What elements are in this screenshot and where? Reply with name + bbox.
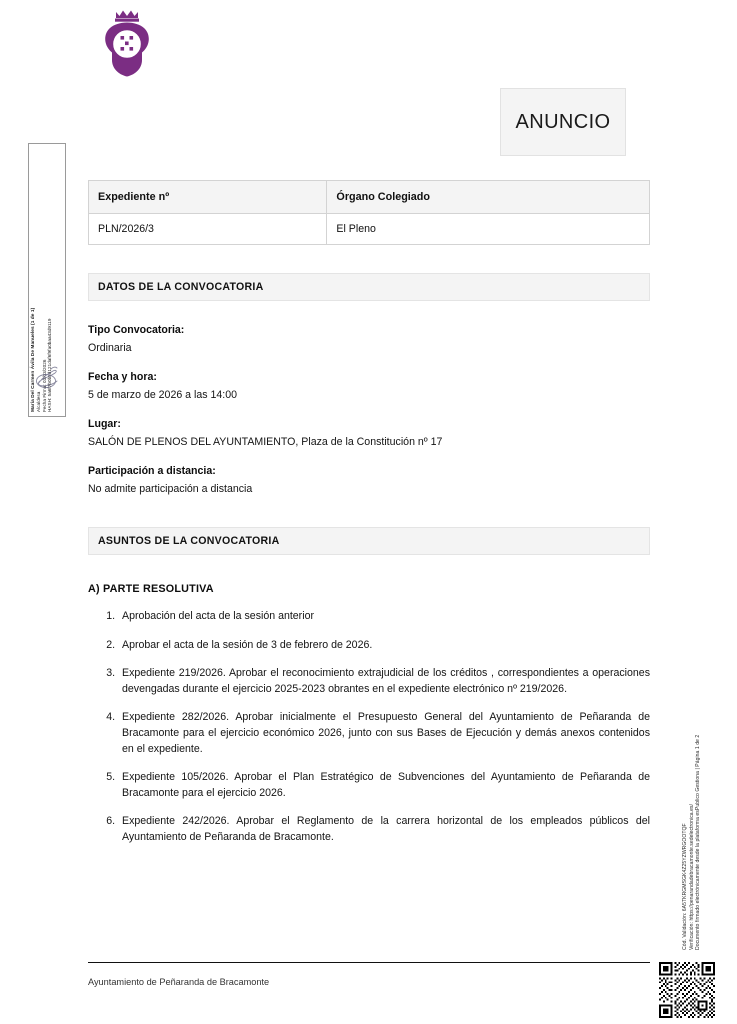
signer-role: Alcaldesa bbox=[36, 391, 42, 412]
anuncio-title-box bbox=[500, 88, 626, 156]
qr-code-icon bbox=[659, 962, 715, 1018]
footer-entity: Ayuntamiento de Peñaranda de Bracamonte bbox=[88, 977, 270, 987]
field-value: 5 de marzo de 2026 a las 14:00 bbox=[88, 389, 238, 401]
field-participacion-distancia bbox=[88, 464, 650, 497]
field-label: Tipo Convocatoria: bbox=[88, 324, 185, 336]
verification-sidebar bbox=[672, 630, 702, 950]
signature-stamp bbox=[28, 143, 66, 417]
cell-expediente-number: PLN/2026/3 bbox=[89, 214, 327, 245]
list-item: 5. Expediente 105/2026. Aprobar el Plan Estratégico de Subvenciones del Ayuntamiento de Peñaranda de Bracamonte para el ejercicio 2026. bbox=[118, 770, 650, 801]
field-fecha-hora bbox=[88, 370, 650, 403]
list-item: 2. Aprobar el acta de la sesión de 3 de febrero de 2026. bbox=[118, 638, 650, 654]
electronic-signature-note: Documento firmado electrónicamente desde la plataforma esPublico Gestiona | Página 1 de 2 bbox=[695, 734, 702, 950]
page-title: ANUNCIO bbox=[515, 110, 611, 133]
handwritten-signature-icon bbox=[33, 360, 61, 394]
signer-name: María Del Carmen Ávila De Manueles (1 de 1) bbox=[31, 307, 36, 412]
table-header-row bbox=[89, 181, 650, 214]
field-value: SALÓN DE PLENOS DEL AYUNTAMIENTO, Plaza de la Constitución nº 17 bbox=[88, 436, 443, 448]
expediente-table bbox=[88, 180, 650, 245]
list-item: 4. Expediente 282/2026. Aprobar inicialmente el Presupuesto General del Ayuntamiento de Peñaranda de Bracamonte para el ejercicio económico 2026, junto con sus Bases de Ejecución y demás anexos contenidos en el expediente. bbox=[118, 710, 650, 757]
field-label: Participación a distancia: bbox=[88, 465, 216, 477]
agenda-part-title: A) PARTE RESOLUTIVA bbox=[88, 583, 214, 595]
verification-url: Verificación: https://penarandadebracamonte.sedelectronica.es/ bbox=[688, 803, 695, 950]
field-value: No admite participación a distancia bbox=[88, 483, 253, 495]
section-banner-datos: DATOS DE LA CONVOCATORIA bbox=[88, 273, 650, 301]
section-banner-asuntos: ASUNTOS DE LA CONVOCATORIA bbox=[88, 527, 650, 555]
list-item: 3. Expediente 219/2026. Aprobar el reconocimiento extrajudicial de los créditos , correspondientes a operaciones devengadas durante el ejercicio 2025-2023 obrantes en el expediente electrónico nº 219/2026. bbox=[118, 666, 650, 697]
cell-organo-value: El Pleno bbox=[327, 214, 650, 245]
list-item: 6. Expediente 242/2026. Aprobar el Reglamento de la carrera horizontal de los empleados públicos del Ayuntamiento de Peñaranda de Bracamonte. bbox=[118, 814, 650, 845]
coat-of-arms-icon bbox=[96, 8, 158, 80]
agenda-list bbox=[88, 609, 650, 846]
field-label: Fecha y hora: bbox=[88, 371, 157, 383]
column-header-expediente: Expediente nº bbox=[89, 181, 327, 214]
field-tipo-convocatoria bbox=[88, 323, 650, 356]
list-item: 1. Aprobación del acta de la sesión anterior bbox=[118, 609, 650, 625]
signature-hash: HASH: 5a6f7b0b5d121daf6f9fa0baa43d9119 bbox=[47, 318, 53, 412]
footer-divider bbox=[88, 962, 650, 963]
field-value: Ordinaria bbox=[88, 342, 132, 354]
field-label: Lugar: bbox=[88, 418, 121, 430]
main-content bbox=[88, 180, 650, 859]
field-lugar bbox=[88, 417, 650, 450]
table-row bbox=[89, 214, 650, 245]
validation-code: Cód. Validación: 6A5TKRGMSGK4Z25YZWRGOOTQF bbox=[682, 823, 689, 950]
signature-date: Fecha Firma: 03/03/2026 bbox=[41, 359, 47, 412]
column-header-organo: Órgano Colegiado bbox=[327, 181, 650, 214]
